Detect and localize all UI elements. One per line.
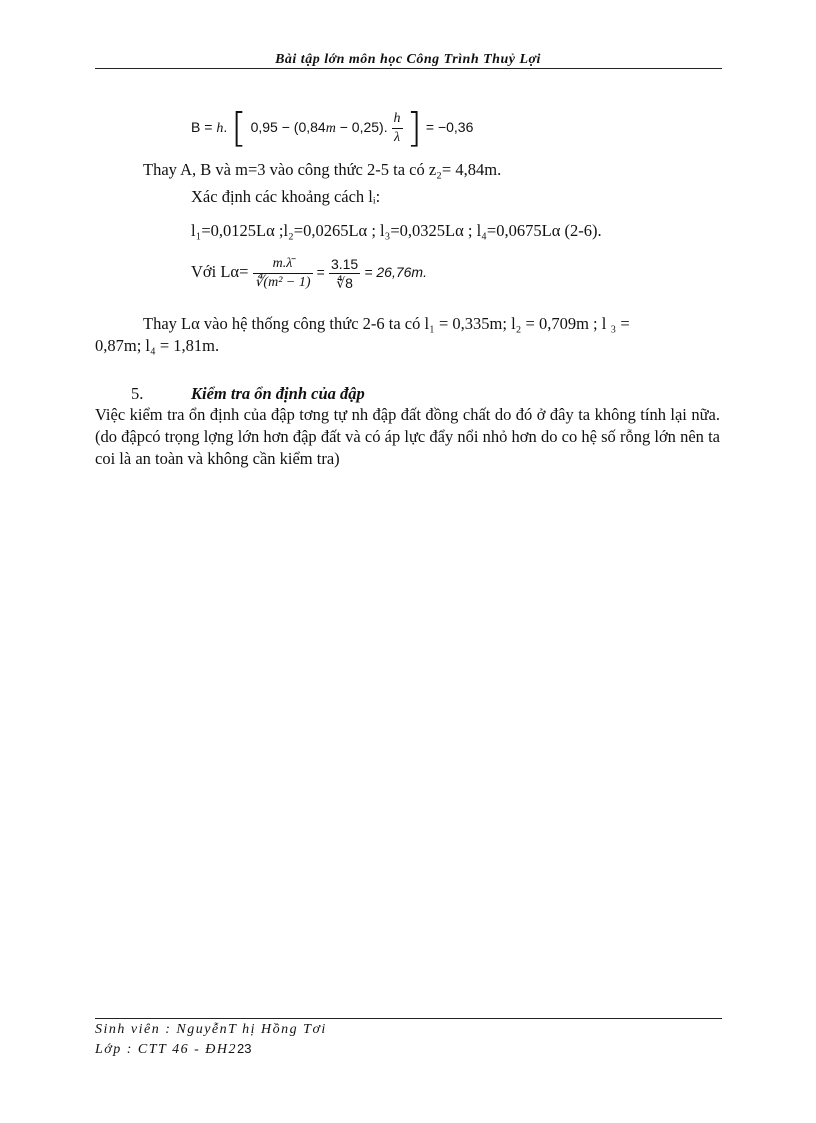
formula-b-lhs: B <box>191 119 201 135</box>
footer-student: Sinh viên : NguyễnT hị Hồng Tơi <box>95 1022 327 1037</box>
formula-b-inner-mid: − 0,25). <box>335 119 388 135</box>
voi-frac2-num: 3.15 <box>330 255 359 272</box>
header-title: Bài tập lớn môn học Công Trình Thuỷ Lợi <box>275 52 541 67</box>
formula-voi <box>191 250 427 294</box>
voi-fraction-2 <box>329 255 360 292</box>
footer-rule <box>95 1018 722 1019</box>
section-paragraph: Việc kiểm tra ổn định của đập tơng tự nh đập đất đồng chất do đó ở đây ta không tính lại nữa.(do đậpcó trọng lợng lớn hơn đập đất và có áp lực đẩy nổi nhỏ hơn do co hệ số rỗng lớn nên ta coi là an toàn và không cần kiểm tra) <box>95 405 720 468</box>
section-number: 5. <box>131 384 144 403</box>
line-thay-l-2: 0,87m; l₄ = 1,81m. <box>95 336 220 355</box>
voi-frac2-den: ∜8 <box>329 273 360 292</box>
line-thay-l-1: Thay Lα vào hệ thống công thức 2-6 ta có l₁ = 0,335m; l₂ = 0,709m ; l ₃ = <box>143 314 630 333</box>
formula-b-m: m <box>325 121 336 136</box>
formula-b-rhs: = −0,36 <box>425 119 474 135</box>
voi-frac1-den: ∜(m² − 1) <box>254 274 311 290</box>
footer-class: Lớp : CTT 46 - ĐH2 <box>95 1042 237 1057</box>
header-rule <box>95 68 722 69</box>
formula-b-h: h <box>216 121 224 136</box>
formula-b-frac-num: h <box>393 110 401 126</box>
formula-b: B = h. [ 0,95 − (0,84m − 0,25). $\frac{h}{\lambda}$ ] = −0,36 <box>191 105 474 152</box>
line-thay-ab: Thay A, B và m=3 vào công thức 2-5 ta có z₂= 4,84m. <box>143 160 502 179</box>
voi-result: = 26,76m. <box>364 264 427 280</box>
line-l-values: l₁=0,0125Lα ;l₂=0,0265Lα ; l₃=0,0325Lα ; l₄=0,0675Lα (2-6). <box>191 221 602 240</box>
page-number: 23 <box>236 1041 252 1056</box>
voi-prefix: Với Lα= <box>191 262 249 281</box>
formula-b-fraction <box>392 110 403 147</box>
voi-fraction-1 <box>253 255 313 292</box>
formula-b-inner-left: 0,95 − (0,84 <box>250 119 326 135</box>
voi-frac1-num: m.λ̄ <box>272 255 293 271</box>
voi-eq: = <box>316 264 325 280</box>
section-title: Kiểm tra ổn định của đập <box>191 384 365 403</box>
formula-b-frac-den: λ <box>392 128 403 147</box>
footer-class-row <box>95 1040 251 1058</box>
line-xac-dinh: Xác định các khoảng cách lᵢ: <box>191 187 381 206</box>
